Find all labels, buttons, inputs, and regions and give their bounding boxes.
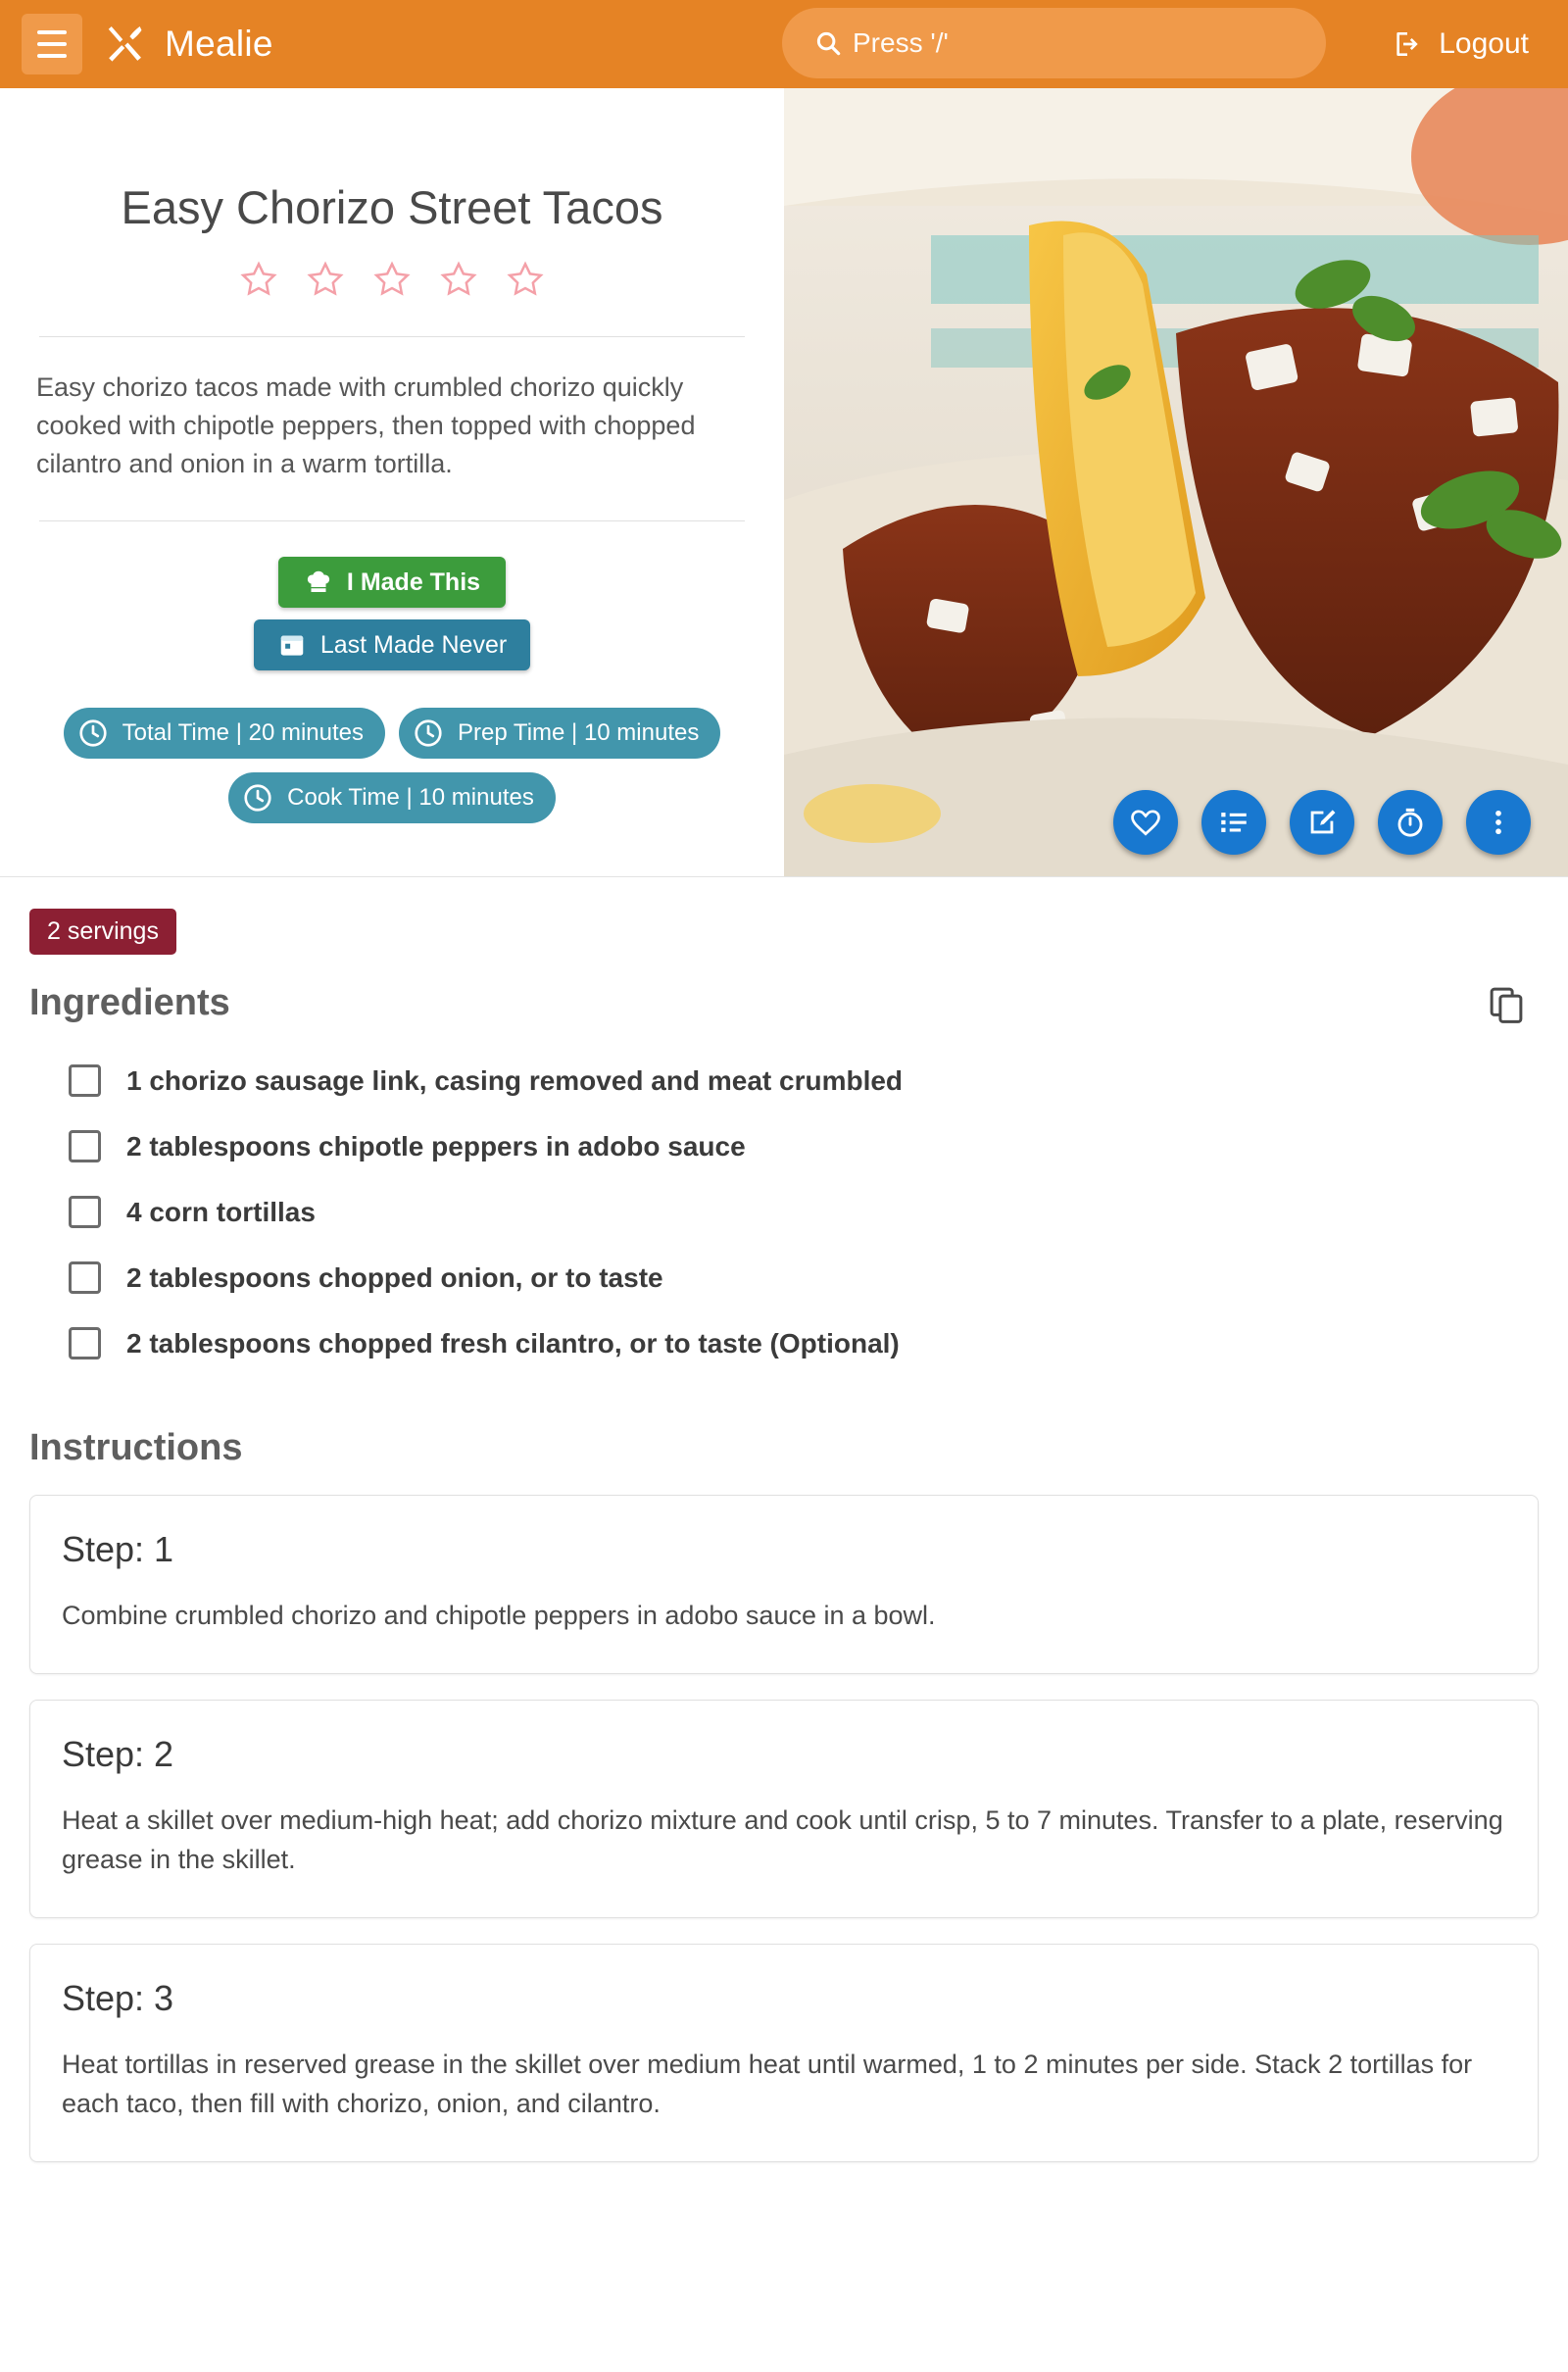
instruction-step[interactable] [29,1944,1539,2162]
star-outline-icon[interactable] [506,260,545,299]
rating-stars[interactable] [34,260,750,299]
checkbox[interactable] [69,1327,101,1359]
ingredient-label: 2 tablespoons chopped fresh cilantro, or to taste (Optional) [126,1327,900,1359]
ingredient-list [29,1048,1539,1376]
star-outline-icon[interactable] [439,260,478,299]
ingredients-header [29,982,1539,1024]
logout-icon [1392,28,1423,60]
recipe-description: Easy chorizo tacos made with crumbled chorizo quickly cooked with chipotle peppers, then topped with chopped cilantro and onion in a warm tortilla. [36,372,696,479]
instruction-step[interactable] [29,1700,1539,1918]
edit-button[interactable] [1290,790,1354,855]
i-made-this-button[interactable] [278,557,506,608]
pencil-square-icon [1305,806,1339,839]
star-outline-icon[interactable] [306,260,345,299]
prep-time-chip[interactable] [399,708,720,759]
recipe-image [784,88,1568,876]
checkbox[interactable] [69,1261,101,1294]
list-item[interactable] [29,1310,1539,1376]
i-made-this-label: I Made This [346,568,481,596]
copy-icon[interactable] [1486,983,1527,1024]
heart-icon [1129,806,1162,839]
search-placeholder: Press '/' [853,27,949,58]
ingredient-label: 1 chorizo sausage link, casing removed and meat crumbled [126,1064,904,1096]
page-title: Easy Chorizo Street Tacos [121,181,663,233]
taco-photo [784,88,1568,876]
favorite-button[interactable] [1113,790,1178,855]
star-outline-icon[interactable] [239,260,278,299]
cook-time-label: Cook Time | 10 minutes [287,784,534,812]
time-chip-row [34,708,750,823]
list-add-icon [1217,806,1250,839]
timer-icon [1394,806,1427,839]
step-heading: Step: 1 [62,1529,174,1569]
prep-time-label: Prep Time | 10 minutes [458,719,700,747]
star-outline-icon[interactable] [372,260,412,299]
fork-knife-logo-icon [104,23,147,66]
list-item[interactable] [29,1245,1539,1310]
logout-label: Logout [1439,27,1529,60]
ingredient-label: 2 tablespoons chipotle peppers in adobo sauce [126,1130,746,1161]
list-item[interactable] [29,1048,1539,1113]
shopping-list-button[interactable] [1201,790,1266,855]
list-item[interactable] [29,1179,1539,1245]
ingredients-title: Ingredients [29,982,230,1023]
last-made-label: Last Made Never [319,630,508,659]
recipe-hero [0,88,1568,877]
step-heading: Step: 3 [62,1977,174,2018]
search-icon [813,28,843,58]
dots-vertical-icon [1482,806,1515,839]
instruction-step[interactable] [29,1495,1539,1674]
recipe-summary-panel [0,88,784,876]
more-options-button[interactable] [1466,790,1531,855]
timer-button[interactable] [1378,790,1443,855]
checkbox[interactable] [69,1196,101,1228]
total-time-chip[interactable] [64,708,385,759]
clock-icon [413,717,444,749]
divider [39,520,745,521]
hamburger-menu-icon[interactable] [22,14,82,74]
step-heading: Step: 2 [62,1733,174,1774]
ingredient-label: 4 corn tortillas [126,1196,316,1227]
last-made-button[interactable] [254,619,530,670]
step-text: Heat tortillas in reserved grease in the skillet over medium heat until warmed, 1 to 2 minutes per side. Stack 2 tortillas for each taco, then fill with chorizo, onion, and cilantro. [62,2049,1473,2118]
chef-hat-icon [304,568,333,597]
checkbox[interactable] [69,1064,101,1097]
recipe-body [0,877,1568,2162]
divider [39,336,745,337]
image-action-buttons [1113,790,1531,855]
clock-icon [242,782,273,814]
step-text: Combine crumbled chorizo and chipotle peppers in adobo sauce in a bowl. [62,1601,936,1630]
checkbox[interactable] [69,1130,101,1162]
instructions-title: Instructions [29,1427,243,1468]
servings-badge[interactable]: 2 servings [29,909,176,955]
brand[interactable] [104,23,273,66]
step-text: Heat a skillet over medium-high heat; add chorizo mixture and cook until crisp, 5 to 7 minutes. Transfer to a plate, reserving grease in the skillet. [62,1804,1503,1874]
ingredient-label: 2 tablespoons chopped onion, or to taste [126,1261,663,1293]
brand-name: Mealie [165,24,273,64]
calendar-icon [277,630,307,660]
logout-button[interactable] [1392,27,1529,61]
app-bar [0,0,1568,88]
search-input[interactable] [782,8,1326,78]
list-item[interactable] [29,1113,1539,1179]
cook-time-chip[interactable] [228,772,556,823]
total-time-label: Total Time | 20 minutes [122,719,364,747]
clock-icon [77,717,109,749]
